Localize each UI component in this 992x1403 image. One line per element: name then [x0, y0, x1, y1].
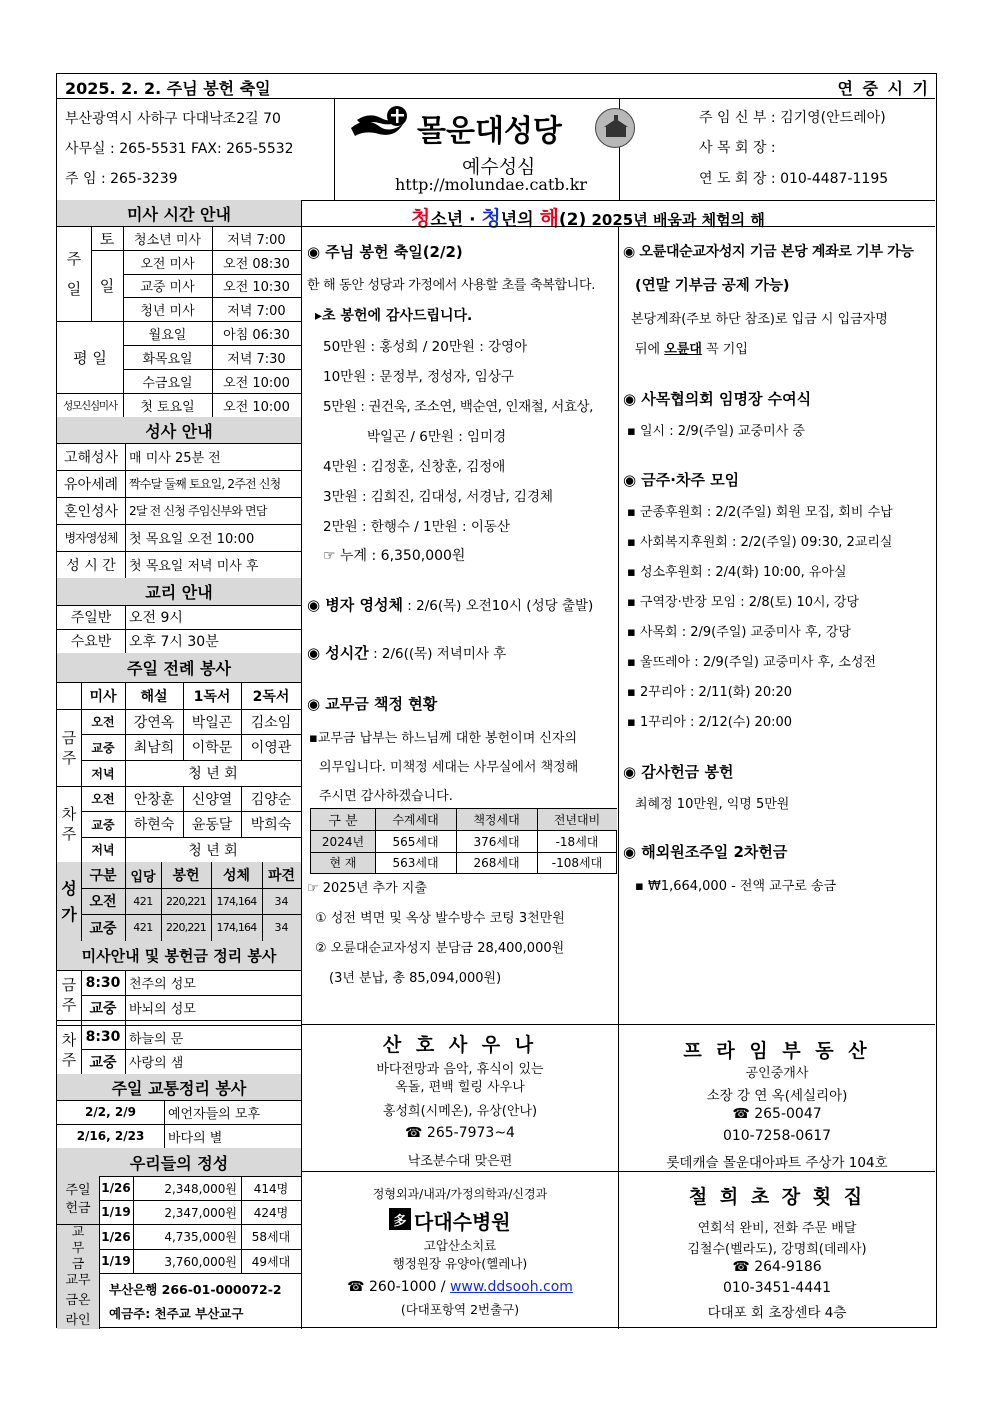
church-building-icon — [595, 108, 635, 148]
church-motto: 예수성심 — [462, 156, 536, 178]
tithe-section-title: ◉ 교무금 책정 현황 — [307, 695, 438, 713]
liturgy-person: 하현숙 — [133, 817, 175, 833]
online-tithe-label: 교무금온라인 — [65, 1273, 91, 1328]
appointment-ceremony-title: ◉ 사목협의회 임명장 수여식 — [623, 390, 812, 408]
tithe-table-cell: 565세대 — [392, 834, 439, 849]
liturgy-person: 안창훈 — [133, 791, 175, 808]
choir-hymn: 421 — [133, 921, 153, 934]
mass-time: 아침 06:30 — [223, 327, 290, 343]
year-banner: 청소년 · 청년의 해(2) 2025년 배움과 체험의 해 — [411, 206, 765, 230]
hospital-service: 고압산소치료 — [423, 1238, 497, 1253]
sauna-ad-text: 바다전망과 음악, 휴식이 있는 — [376, 1062, 544, 1077]
liturgy-person: 이영관 — [250, 740, 292, 756]
mass-name: 월요일 — [148, 327, 187, 343]
choir-label: 성가 — [61, 878, 77, 924]
guide-mass: 교중 — [89, 1000, 117, 1017]
sacrament-info: 2달 전 신청 주임신부와 면담 — [129, 504, 267, 518]
choir-hymn: 220,221 — [166, 921, 206, 934]
traffic-dates: 2/16, 2/23 — [76, 1129, 145, 1143]
liturgy-person: 박일곤 — [191, 714, 233, 731]
liturgy-mass: 오전 — [91, 715, 115, 729]
traffic-title: 주일 교통정리 봉사 — [57, 1074, 301, 1100]
choir-mass: 교중 — [89, 920, 117, 937]
sacrament-info: 매 미사 25분 전 — [129, 451, 221, 466]
traffic-dates: 2/2, 2/9 — [85, 1105, 136, 1119]
tithe-table-cell: 563세대 — [392, 856, 439, 870]
hospital-director: 행정원장 유양아(헬레나) — [392, 1256, 528, 1271]
tithe-text: 주시면 감사하겠습니다. — [319, 789, 453, 804]
mass-schedule-title: 미사 시간 안내 — [57, 200, 301, 226]
restaurant-owners: 김철수(벨라도), 강명희(데레사) — [687, 1242, 867, 1257]
mass-time: 오전 10:00 — [223, 399, 290, 415]
restaurant-location: 다대포 회 초장센타 4층 — [707, 1305, 847, 1321]
tax-deduction-note: (연말 기부금 공제 가능) — [635, 278, 790, 294]
tithe-table-cell: -18세대 — [555, 834, 599, 849]
date-title: 2025. 2. 2. 주님 봉헌 축일 — [65, 79, 271, 98]
choir-mass: 오전 — [89, 894, 117, 910]
bulletin-page — [56, 73, 937, 1328]
holy-hour: ◉ 성시간 : 2/6((목) 저녁미사 후 — [307, 644, 507, 662]
tithe-table-cell: 268세대 — [473, 856, 520, 870]
offering-date: 1/19 — [101, 1205, 131, 1219]
guide-mass: 8:30 — [85, 974, 121, 991]
catechism-class: 주일반 — [70, 610, 112, 626]
saturday-label: 토 — [99, 229, 115, 248]
extra-expense: ② 오륜대순교자성지 분담금 28,400,000원 — [315, 941, 565, 956]
liturgy-person: 김소임 — [250, 714, 292, 731]
tithe-table-cell: 현 재 — [329, 856, 357, 870]
liturgy-header: 2독서 — [252, 688, 290, 705]
sunday-sub-label: 일 — [99, 277, 115, 295]
sacrament-name: 유아세례 — [63, 476, 119, 493]
next-week-label: 차주 — [61, 805, 77, 843]
shrine-fund-title: ◉ 오륜대순교자성지 기금 본당 계좌로 기부 가능 — [623, 244, 914, 260]
sauna-location: 낙조분수대 맞은편 — [407, 1154, 513, 1169]
church-logo — [347, 104, 417, 144]
guide-mass: 8:30 — [85, 1029, 121, 1045]
bank-account: 부산은행 266-01-000072-2 — [109, 1282, 282, 1297]
mass-name: 화목요일 — [142, 351, 193, 367]
sacrament-info: 첫 목요일 저녁 미사 후 — [129, 559, 259, 574]
weekday-label: 평 일 — [73, 348, 107, 367]
realty-mobile: 010-7258-0617 — [722, 1128, 832, 1144]
realty-phone: ☎ 265-0047 — [732, 1106, 822, 1122]
sauna-phone: ☎ 265-7973~4 — [405, 1125, 515, 1141]
catechism-class: 수요반 — [70, 634, 112, 650]
hospital-link[interactable]: www.ddsooh.com — [449, 1279, 573, 1295]
liturgy-person: 김양순 — [250, 791, 292, 808]
hospital-location: (다대포항역 2번출구) — [400, 1302, 520, 1317]
thanks-offering-title: ◉ 감사헌금 봉헌 — [623, 763, 734, 781]
catechism-title: 교리 안내 — [57, 578, 301, 605]
youth-head: 연 도 회 장 : 010-4487-1195 — [699, 171, 889, 187]
choir-header: 구분 — [89, 868, 117, 884]
offering-amount: 4,735,000원 — [164, 1230, 237, 1244]
sunday-offering-label: 주일헌금 — [65, 1183, 91, 1216]
mass-name: 교중 미사 — [140, 280, 195, 295]
liturgy-person: 강연옥 — [133, 714, 175, 731]
meetings-title: ◉ 금주·차주 모임 — [623, 471, 740, 489]
extra-expense: ① 성전 벽면 및 옥상 발수방수 코팅 3천만원 — [315, 911, 565, 926]
feast-text: 한 해 동안 성당과 가정에서 사용할 초를 축복합니다. — [307, 278, 596, 293]
sacrament-name: 고해성사 — [63, 449, 119, 466]
feast-section-title: ◉ 주님 봉헌 축일(2/2) — [307, 243, 463, 261]
rectory-phone: 주 임 : 265-3239 — [65, 171, 178, 187]
offering-amount: 2,348,000원 — [164, 1181, 237, 1196]
meeting-item: ▪ 군종후원회 : 2/2(주일) 회원 모집, 회비 수납 — [627, 505, 893, 520]
realty-ad-name: 프 라 임 부 동 산 — [683, 1040, 871, 1062]
mass-time: 오전 10:30 — [223, 280, 290, 295]
restaurant-ad-text: 연회석 완비, 전화 주문 배달 — [697, 1221, 857, 1236]
donor-line: 박일곤 / 6만원 : 임미경 — [367, 429, 507, 445]
offering-amount: 3,760,000원 — [164, 1254, 237, 1269]
catechism-time: 오전 9시 — [129, 610, 183, 626]
liturgy-header: 1독서 — [193, 688, 231, 705]
traffic-group: 바다의 별 — [168, 1130, 223, 1146]
liturgy-person: 최남희 — [133, 740, 175, 756]
offering-date: 1/26 — [101, 1229, 131, 1244]
mass-name: 청년 미사 — [140, 303, 195, 319]
sauna-ad-text: 홍성희(시메온), 유상(안나) — [382, 1104, 538, 1119]
restaurant-phone: ☎ 264-9186 — [732, 1259, 822, 1275]
meeting-item: ▪ 2꾸리아 : 2/11(화) 20:20 — [627, 685, 793, 700]
next-week-label: 차주 — [61, 1030, 77, 1069]
hospital-logo-icon: 多 — [389, 1208, 411, 1230]
appointment-ceremony-text: ▪ 일시 : 2/9(주일) 교중미사 중 — [627, 424, 805, 439]
tithe-table-header: 전년대비 — [553, 813, 601, 827]
sunday-label: 주 일 — [66, 249, 82, 298]
pastor: 주 임 신 부 : 김기영(안드레아) — [699, 110, 886, 126]
account-holder: 예금주: 천주교 부산교구 — [109, 1306, 244, 1321]
meeting-item: ▪ 1꾸리아 : 2/12(수) 20:00 — [627, 715, 793, 730]
mass-time: 저녁 7:30 — [227, 351, 286, 367]
tithe-table-header: 수계세대 — [392, 813, 439, 827]
traffic-group: 예언자들의 모후 — [168, 1106, 261, 1122]
choir-header: 파견 — [267, 868, 296, 884]
liturgy-header: 미사 — [89, 688, 117, 705]
hospital-contact: ☎ 260-1000 / www.ddsooh.com — [347, 1279, 573, 1295]
realty-location: 롯데캐슬 몰운대아파트 주상가 104호 — [666, 1155, 888, 1171]
address: 부산광역시 사하구 다대낙조2길 70 — [65, 111, 281, 127]
offering-date: 1/19 — [101, 1254, 131, 1268]
sauna-ad-text: 옥돌, 편백 힐링 사우나 — [395, 1080, 525, 1095]
sacrament-info: 첫 목요일 오전 10:00 — [129, 532, 255, 547]
mass-time: 오전 08:30 — [223, 256, 290, 272]
guide-title: 미사안내 및 봉헌금 정리 봉사 — [57, 941, 301, 970]
restaurant-mobile: 010-3451-4441 — [722, 1280, 832, 1296]
meeting-item: ▪ 울뜨레아 : 2/9(주일) 교중미사 후, 소성전 — [627, 655, 876, 670]
donor-line: 10만원 : 문정부, 정성자, 임상구 — [323, 369, 514, 385]
tithe-text: ▪교무금 납부는 하느님께 대한 봉헌이며 신자의 — [309, 731, 578, 746]
donor-line: 4만원 : 김정훈, 신창훈, 김정애 — [323, 459, 506, 475]
offering-count: 424명 — [253, 1205, 289, 1220]
offering-count: 414명 — [253, 1181, 289, 1196]
liturgy-mass: 교중 — [91, 817, 115, 832]
choir-hymn: 174,164 — [216, 894, 257, 908]
donor-line: 3만원 : 김희진, 김대성, 서경남, 김경체 — [323, 489, 554, 505]
donor-line: 5만원 : 권건욱, 조소연, 백순연, 인재철, 서효상, — [323, 399, 594, 415]
guide-group: 바뇌의 성모 — [129, 1002, 196, 1017]
liturgy-title: 주일 전례 봉사 — [57, 653, 301, 682]
sacrament-name: 병자영성체 — [64, 531, 118, 545]
choir-hymn: 34 — [274, 921, 289, 934]
extra-expense-title: ☞ 2025년 추가 지출 — [307, 881, 427, 896]
offering-count: 58세대 — [251, 1230, 291, 1244]
thanks-offering-text: 최혜정 10만원, 익명 5만원 — [635, 797, 790, 812]
guide-mass: 교중 — [89, 1054, 117, 1071]
meeting-item: ▪ 사목회 : 2/9(주일) 교중미사 후, 강당 — [627, 625, 851, 640]
tithe-table-cell: 2024년 — [321, 834, 365, 849]
liturgy-mass: 저녁 — [91, 766, 115, 781]
choir-hymn: 220,221 — [166, 894, 206, 908]
tithe-table-header: 구 분 — [328, 814, 358, 829]
guide-group: 하늘의 문 — [129, 1031, 184, 1047]
extra-expense: (3년 분납, 총 85,094,000원) — [329, 971, 502, 986]
shrine-fund-text: 본당계좌(주보 하단 참조)로 입금 시 입금자명 — [631, 312, 888, 327]
tithe-table-header: 책정세대 — [473, 813, 520, 827]
liturgy-mass: 저녁 — [91, 843, 115, 857]
offering-amount: 2,347,000원 — [164, 1205, 237, 1220]
meeting-item: ▪ 성소후원회 : 2/4(화) 10:00, 유아실 — [627, 565, 847, 580]
offering-date: 1/26 — [101, 1181, 131, 1195]
liturgy-person: 박희숙 — [250, 817, 292, 833]
sacrament-name: 혼인성사 — [63, 503, 119, 520]
overseas-aid-title: ◉ 해외원조주일 2차헌금 — [623, 843, 788, 861]
mass-name: 오전 미사 — [140, 256, 195, 272]
tithe-label: 교무금 — [71, 1224, 85, 1272]
shrine-fund-text: 뒤에 오륜대 꼭 기입 — [635, 342, 748, 357]
this-week-label: 금주 — [61, 976, 77, 1014]
liturgy-person: 윤동달 — [191, 817, 233, 833]
choir-hymn: 34 — [274, 894, 289, 908]
choir-hymn: 174,164 — [216, 921, 257, 934]
offering-count: 49세대 — [251, 1254, 291, 1269]
liturgy-person: 청 년 회 — [188, 766, 238, 782]
liturgy-person: 신양열 — [191, 791, 233, 808]
sauna-ad-name: 산 호 사 우 나 — [382, 1034, 538, 1056]
mass-name: 청소년 미사 — [134, 232, 201, 248]
tithe-table-cell: -108세대 — [551, 856, 603, 870]
candle-thanks: ▸초 봉헌에 감사드립니다. — [315, 308, 473, 324]
liturgy-person: 청 년 회 — [188, 842, 238, 859]
liturgy-header: 해설 — [140, 688, 168, 705]
liturgy-mass: 오전 — [91, 792, 115, 806]
church-url[interactable]: http://molundae.catb.kr — [395, 175, 588, 194]
this-week-label: 금주 — [61, 728, 77, 767]
sick-communion: ◉ 병자 영성체 : 2/6(목) 오전10시 (성당 출발) — [307, 596, 594, 614]
guide-group: 천주의 성모 — [129, 977, 196, 992]
liturgy-person: 이학문 — [191, 740, 233, 756]
mass-name: 수금요일 — [142, 375, 193, 391]
liturgical-season: 연 중 시 기 — [837, 79, 930, 98]
donor-total: ☞ 누계 : 6,350,000원 — [323, 548, 466, 564]
liturgy-mass: 교중 — [91, 740, 115, 755]
hospital-name: 다대수병원 — [414, 1210, 511, 1234]
guide-group: 사랑의 샘 — [129, 1056, 184, 1071]
office-phone: 사무실 : 265-5531 FAX: 265-5532 — [65, 141, 294, 157]
donor-line: 2만원 : 한행수 / 1만원 : 이동산 — [323, 519, 510, 535]
choir-header: 성체 — [222, 868, 251, 884]
choir-hymn: 421 — [133, 894, 153, 908]
tithe-text: 의무입니다. 미책정 세대는 사무실에서 책정해 — [319, 760, 579, 775]
meeting-item: ▪ 구역장·반장 모임 : 2/8(토) 10시, 강당 — [627, 595, 859, 610]
catechism-time: 오후 7시 30분 — [129, 634, 219, 650]
sacraments-title: 성사 안내 — [57, 417, 301, 443]
tithe-table-cell: 376세대 — [473, 834, 520, 849]
mass-name: 첫 토요일 — [140, 399, 195, 415]
choir-header: 입당 — [130, 869, 156, 885]
restaurant-ad-name: 철 희 초 장 횟 집 — [688, 1186, 866, 1208]
mass-time: 저녁 7:00 — [227, 232, 286, 248]
council-head: 사 목 회 장 : — [699, 140, 776, 156]
mass-time: 저녁 7:00 — [227, 303, 286, 319]
mass-time: 오전 10:00 — [223, 375, 290, 391]
church-name: 몰운대성당 — [417, 114, 562, 149]
sacrament-info: 짝수달 둘째 토요일, 2주전 신청 — [129, 477, 281, 491]
donor-line: 50만원 : 홍성희 / 20만원 : 강영아 — [323, 339, 528, 355]
sacrament-name: 성 시 간 — [66, 557, 116, 574]
hospital-departments: 정형외과/내과/가정의학과/신경과 — [372, 1187, 548, 1201]
meeting-item: ▪ 사회복지후원회 : 2/2(주일) 09:30, 2교리실 — [627, 535, 893, 550]
overseas-aid-text: ▪ ₩1,664,000 - 전액 교구로 송금 — [635, 879, 837, 894]
offering-title: 우리들의 정성 — [57, 1148, 301, 1176]
realty-owner: 소장 강 연 옥(세실리아) — [706, 1088, 848, 1104]
marian-mass-label: 성모신심미사 — [63, 399, 117, 412]
choir-header: 봉헌 — [172, 868, 200, 884]
realty-ad-text: 공인중개사 — [745, 1066, 809, 1081]
